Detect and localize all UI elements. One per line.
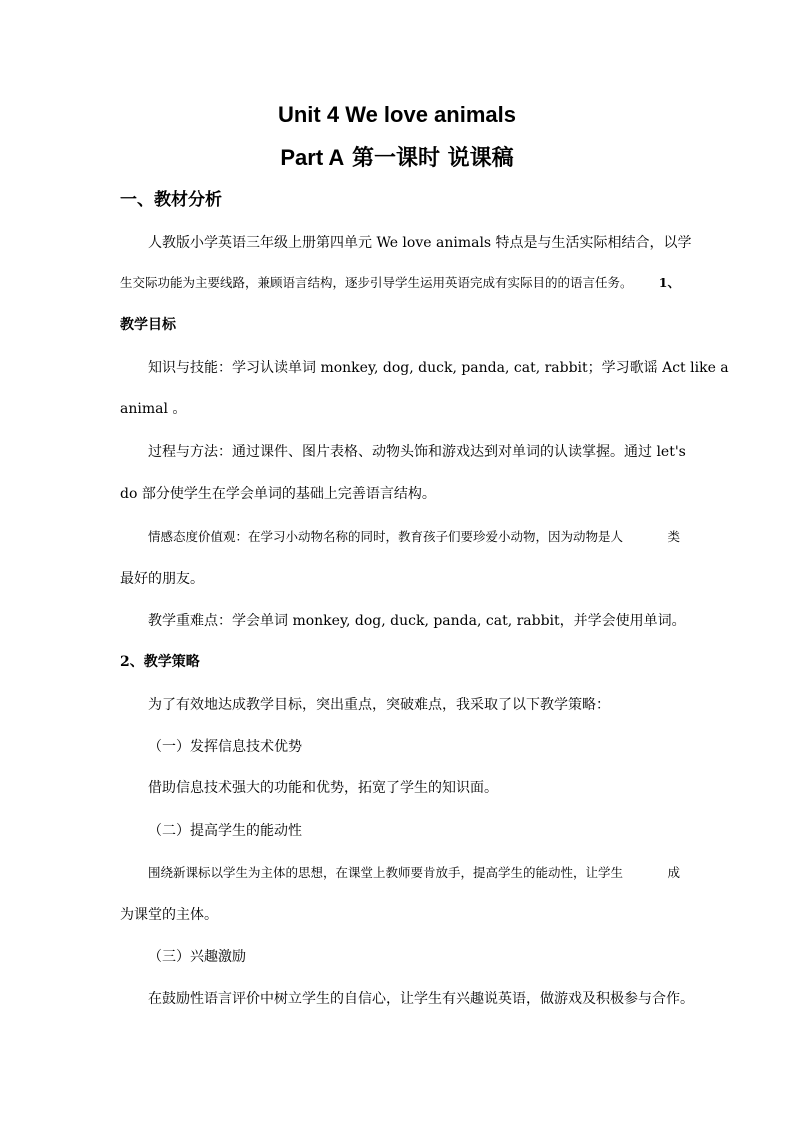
paragraph-line bbox=[148, 527, 680, 547]
paragraph-line: animal 。 bbox=[120, 401, 187, 417]
paragraph-line: 过程与方法：通过课件、图片表格、动物头饰和游戏达到对单词的认读掌握。通过 let's bbox=[148, 444, 686, 460]
paragraph-line: 在鼓励性语言评价中树立学生的自信心，让学生有兴趣说英语，做游戏及积极参与合作。 bbox=[148, 991, 694, 1007]
paragraph-text: 生交际功能为主要线路，兼顾语言结构，逐步引导学生运用英语完成有实际目的的语言任务。 bbox=[120, 275, 633, 290]
paragraph-line: 为课堂的主体。 bbox=[120, 907, 218, 923]
strategy-heading-1: （一）发挥信息技术优势 bbox=[148, 739, 302, 755]
paragraph-line bbox=[148, 863, 680, 883]
strategy-heading-3: （三）兴趣激励 bbox=[148, 949, 246, 965]
paragraph-line bbox=[120, 273, 680, 293]
list-number: 1、 bbox=[658, 275, 680, 290]
paragraph-line: 借助信息技术强大的功能和优势，拓宽了学生的知识面。 bbox=[148, 780, 498, 796]
document-subtitle bbox=[0, 145, 794, 171]
paragraph-line: 知识与技能：学习认读单词 monkey, dog, duck, panda, cat, rabbit；学习歌谣 Act like a bbox=[148, 360, 729, 376]
section-heading-textbook-analysis: 一、教材分析 bbox=[120, 190, 222, 210]
paragraph-text-end: 成 bbox=[667, 865, 680, 880]
subtitle-part: Part A bbox=[280, 145, 345, 170]
paragraph-text: 围绕新课标以学生为主体的思想，在课堂上教师要肯放手，提高学生的能动性，让学生 bbox=[148, 865, 624, 880]
paragraph-line: 教学重难点：学会单词 monkey, dog, duck, panda, cat, rabbit，并学会使用单词。 bbox=[148, 613, 686, 629]
paragraph-line: 为了有效地达成教学目标，突出重点，突破难点，我采取了以下教学策略： bbox=[148, 697, 610, 713]
paragraph-line: do 部分使学生在学会单词的基础上完善语言结构。 bbox=[120, 486, 436, 502]
paragraph-line: 最好的朋友。 bbox=[120, 571, 204, 587]
paragraph-text: 情感态度价值观：在学习小动物名称的同时，教育孩子们要珍爱小动物，因为动物是人 bbox=[148, 529, 624, 544]
subheading-teaching-strategy: 2、教学策略 bbox=[120, 654, 200, 670]
paragraph-line: 人教版小学英语三年级上册第四单元 We love animals 特点是与生活实际相结合，以学 bbox=[148, 235, 692, 251]
document-title: Unit 4 We love animals bbox=[277, 102, 516, 127]
subheading-teaching-goals: 教学目标 bbox=[120, 317, 176, 333]
subtitle-lesson: 第一课时 说课稿 bbox=[344, 145, 514, 171]
strategy-heading-2: （二）提高学生的能动性 bbox=[148, 823, 302, 839]
paragraph-text-end: 类 bbox=[667, 529, 680, 544]
